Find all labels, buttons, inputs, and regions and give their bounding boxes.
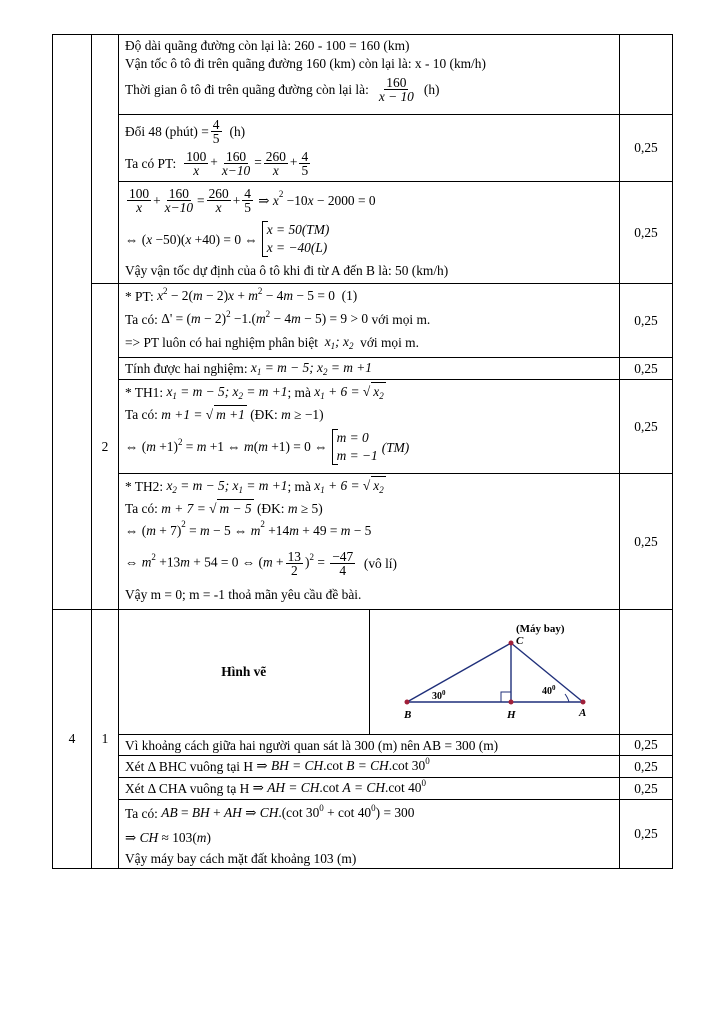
text-line: (vô lí)	[363, 555, 397, 571]
text-line: Đổi 48 (phút) =	[125, 123, 209, 139]
equation: $x_1 = m - 5$; $x_2 = m +1$	[250, 360, 372, 377]
point-cell	[620, 182, 673, 284]
equation: $x_1$; $x_2$	[324, 333, 354, 351]
label-a: A	[578, 707, 586, 719]
text-line: Ta có:	[125, 406, 158, 422]
solution-cell	[119, 735, 620, 756]
equation: $x_1 = m - 5$; $x_2 = m +1$	[166, 383, 288, 401]
solution-cell	[119, 358, 620, 380]
point-h	[508, 700, 513, 705]
point-value: 0,25	[634, 780, 658, 796]
solution-cell	[119, 115, 620, 182]
text-line: Độ dài quãng đường còn lại là: 260 - 100 = 160 (km)	[125, 37, 410, 53]
text-line: * TH1:	[125, 384, 164, 400]
equation: $x_2 = m - 5$; $x_1 = m +1$	[166, 477, 288, 495]
part-cell-empty	[92, 35, 119, 284]
solution-item: x = −40(L)	[266, 240, 328, 255]
point-a	[580, 700, 585, 705]
equation: $x^2 - 2(m - 2)x + m^2 - 4m - 5 = 0$ (1)	[157, 285, 358, 303]
point-c	[508, 641, 513, 646]
point-cell	[620, 380, 673, 474]
equation: ⇒ CH ≈ 103( m )	[125, 829, 211, 845]
text-line: Vì khoảng cách giữa hai người quan sát là 300 (m) nên AB = 300 (m)	[125, 737, 499, 753]
text-line: với mọi m.	[360, 334, 419, 350]
solution-item: m = 0	[336, 430, 369, 445]
text-line: Thời gian ô tô đi trên quãng đường còn lại là:	[125, 81, 369, 97]
point-cell	[620, 115, 673, 182]
text-line: Vậy máy bay cách mặt đất khoảng 103 (m)	[125, 850, 357, 866]
point-cell	[620, 474, 673, 610]
text-line: ; mà	[287, 384, 311, 400]
point-cell	[620, 756, 673, 778]
fraction-numerator: 160	[386, 74, 407, 90]
figure-label: Hình vẽ	[221, 664, 267, 679]
solution-bracket	[262, 221, 330, 257]
fraction-numerator: 4	[212, 116, 220, 132]
point-value: 0,25	[634, 360, 658, 376]
label-c: C	[515, 635, 523, 647]
angle-arc-a	[565, 694, 569, 702]
angle-b-value: 30	[431, 691, 442, 702]
solution-cell	[119, 182, 620, 284]
text-line: => PT luôn có hai nghiệm phân biệt	[125, 334, 319, 350]
segment-bc	[407, 643, 511, 702]
text-line: (ĐK:	[256, 500, 285, 516]
solution-cell: * TH1: $x_1 = m - 5$; $x_2 = m +1$ ; mà $x_1 + 6$ = √ $x_2$ Ta có: m +1 = √ m +1 (ĐK: m ≥ −1) ⇔ $(m +1)^2 = m +1$ ⇔ m(m +1) = 0 ⇔ m = 0 m = −1 (TM)	[119, 380, 620, 474]
point-cell	[620, 358, 673, 380]
label-b: B	[403, 709, 411, 721]
part-number: 2	[92, 284, 119, 610]
figure-title: (Máy bay)	[515, 623, 565, 635]
question-cell-empty	[53, 35, 92, 610]
equation: ⇒ BH = CH.cot B = CH.cot $30^0$	[256, 756, 430, 773]
equation: $x_1 + 6$ = √ $x_2$	[314, 478, 384, 495]
text-line: ; mà	[287, 478, 311, 494]
point-value: 0,25	[634, 758, 658, 774]
text-line: * TH2:	[125, 478, 164, 494]
answer-table	[52, 34, 673, 869]
equation: m + 7 = √ m − 5	[161, 501, 252, 516]
text-line: Vậy m = 0; m = -1 thoả mãn yêu cầu đề bài.	[125, 586, 362, 602]
degree-mark: 0	[441, 689, 445, 697]
text-line: Ta có:	[125, 311, 158, 327]
point-value: 0,25	[634, 224, 658, 240]
point-cell	[620, 284, 673, 358]
solution-bracket	[332, 429, 378, 465]
svg-text:400	[542, 684, 556, 697]
unit-label: (h)	[229, 123, 246, 139]
equation: ⇒ AH = CH.cot A = CH.cot $40^0$	[252, 778, 426, 795]
unit-label: (h)	[423, 81, 440, 97]
point-value: 0,25	[634, 533, 658, 549]
solution-cell	[119, 284, 620, 358]
solution-item: x = 50(TM)	[266, 222, 330, 237]
point-value: 0,25	[634, 140, 658, 155]
point-value: 0,25	[634, 826, 658, 841]
solution-cell	[119, 800, 620, 869]
text-line: Xét Δ CHA vuông tạ H	[125, 781, 250, 796]
text-line: Vậy vận tốc dự định của ô tô khi đi từ A đến B là: 50 (km/h)	[125, 262, 449, 278]
text-line: với mọi m.	[371, 311, 431, 327]
text-line: Ta có:	[125, 500, 158, 516]
equation: $\frac{100}{x}$ + $\frac{160}{x-10}$ = $\frac{260}{x}$ + $\frac{4}{5}$	[186, 148, 309, 178]
solution-cell: * TH2: $x_2 = m - 5$; $x_1 = m +1$ ; mà $x_1 + 6$ = √ $x_2$ Ta có: m + 7 = √ m − 5 (ĐK: m ≥ 5) ⇔ ( m + 7) 2 = m − 5 ⇔ m 2 +14 m + 49 = m − 5 ⇔ $m^2 +13m + 54 = 0$ ⇔ (m + $\frac{13}{2}$ )$^2$ = $\frac{-47}{4}$ (vô lí) Vậy m = 0; m = -1 thoả mãn yêu cầu đề bài.	[119, 474, 620, 610]
solution-tag: (TM)	[381, 439, 410, 455]
fraction-denominator: x − 10	[378, 88, 414, 104]
point-value: 0,25	[634, 418, 658, 434]
point-value: 0,25	[634, 312, 658, 328]
point-cell-empty	[620, 35, 673, 115]
figure-label-cell	[119, 610, 370, 735]
point-b	[404, 700, 409, 705]
text-line: Tính được hai nghiệm:	[125, 361, 248, 376]
part-number: 1	[92, 610, 119, 869]
equation: ⇔ (x −50)(x +40) = 0 ⇔	[125, 231, 258, 247]
point-cell	[620, 778, 673, 800]
point-cell-empty	[620, 610, 673, 735]
point-value: 0,25	[634, 737, 658, 752]
equation: ⇔ $(m +1)^2 = m +1$ ⇔ m(m +1) = 0 ⇔	[125, 436, 328, 454]
equation: ⇔ $m^2 +13m + 54 = 0$ ⇔ (m + $\frac{13}{2}$ )$^2$ = $\frac{-47}{4}$	[125, 548, 354, 578]
svg-text:300	[432, 689, 446, 702]
point-cell	[620, 735, 673, 756]
equation: AB = BH + AH ⇒ CH.(cot $30^0 + \cot 40^0) = 300$	[161, 802, 415, 820]
solution-cell	[119, 756, 620, 778]
point-cell	[620, 800, 673, 869]
equation: m +1 = √ m +1	[161, 407, 245, 422]
equation: $x_1 + 6$ = √ $x_2$	[314, 384, 384, 401]
triangle-figure	[370, 610, 622, 730]
fraction-denominator: 5	[212, 130, 220, 146]
angle-a-value: 40	[541, 686, 552, 697]
text-line: Vận tốc ô tô đi trên quãng đường 160 (km) còn lại là: x - 10 (km/h)	[125, 55, 486, 71]
text-line: Xét Δ BHC vuông tại H	[125, 759, 254, 774]
label-h: H	[506, 709, 516, 721]
question-number: 4	[53, 610, 92, 869]
figure-cell	[369, 610, 620, 735]
solution-item: m = −1	[336, 448, 378, 463]
solution-cell	[119, 35, 620, 115]
text-line: (ĐK:	[250, 406, 278, 422]
text-line: Ta có PT:	[125, 155, 177, 171]
equation: ⇔ ( m + 7) 2 = m − 5 ⇔ m 2 +14 m + 49 = m − 5	[125, 518, 372, 538]
text-line: Ta có:	[125, 805, 158, 821]
degree-mark: 0	[551, 684, 555, 692]
solution-cell	[119, 778, 620, 800]
equation: $\Delta' = (m - 2)^2 -1.(m^2 - 4m - 5) = 9 > 0$	[161, 308, 369, 326]
equation: $\frac{100}{x}$ + $\frac{160}{x-10}$ = $\frac{260}{x}$ + $\frac{4}{5}$ ⇒ x 2 −10 x − 2000 = 0	[129, 185, 376, 215]
text-line: * PT:	[125, 288, 154, 304]
